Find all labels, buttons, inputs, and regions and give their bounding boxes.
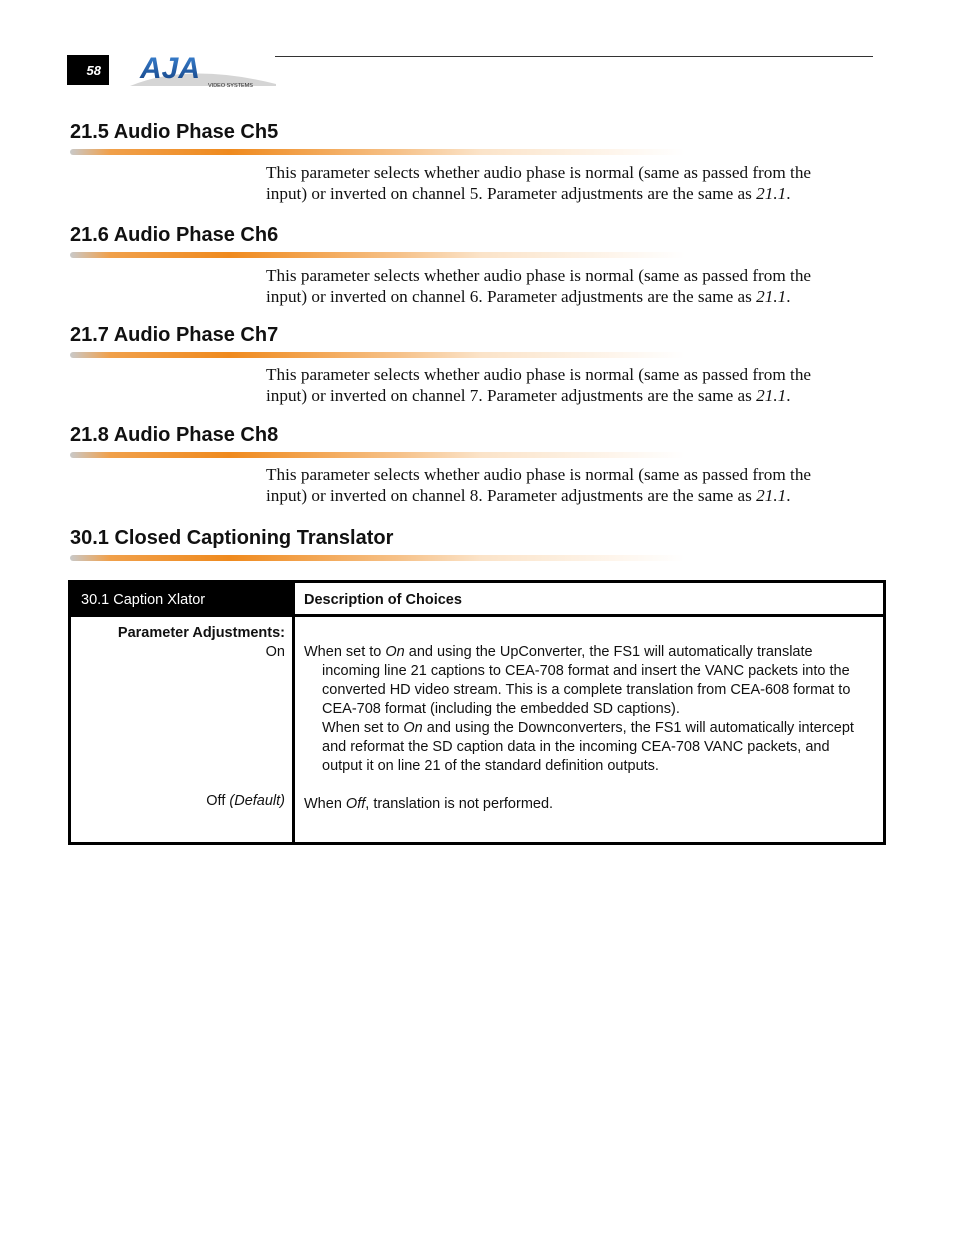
page-number: 58 xyxy=(67,55,109,85)
section-heading-21-5: 21.5 Audio Phase Ch5 xyxy=(70,121,279,143)
heading-bar xyxy=(70,555,685,561)
cross-reference: 21.1 xyxy=(756,183,787,203)
section-heading-21-6: 21.6 Audio Phase Ch6 xyxy=(70,224,279,246)
section-body-21-8: This parameter selects whether audio phase is normal (same as passed from the input) or inverted on channel 8. Parameter adjustments are the same as 21.1. xyxy=(266,465,812,505)
default-marker: (Default) xyxy=(229,793,285,809)
cross-reference: 21.1 xyxy=(756,485,787,505)
table-header-parameter: 30.1 Caption Xlator xyxy=(70,582,294,616)
heading-bar xyxy=(70,352,685,358)
header-rule xyxy=(275,56,873,57)
table-row xyxy=(70,616,885,844)
heading-bar xyxy=(70,252,685,258)
option-on-label: On xyxy=(265,644,285,660)
logo-subtext: VIDEO SYSTEMS xyxy=(208,83,253,89)
section-body-21-6: This parameter selects whether audio phase is normal (same as passed from the input) or inverted on channel 6. Parameter adjustments are the same as 21.1. xyxy=(266,266,812,306)
parameter-adjustments-label: Parameter Adjustments: xyxy=(117,625,285,641)
aja-logo xyxy=(128,52,278,92)
parameter-adjustments-cell xyxy=(70,616,294,844)
table-header-row xyxy=(70,582,885,616)
section-heading-21-7: 21.7 Audio Phase Ch7 xyxy=(70,324,279,346)
heading-bar xyxy=(70,452,685,458)
section-heading-21-8: 21.8 Audio Phase Ch8 xyxy=(70,424,279,446)
table-header-description: Description of Choices xyxy=(294,582,885,616)
cross-reference: 21.1 xyxy=(756,385,787,405)
logo-text: AJA xyxy=(140,52,201,85)
option-off-label: Off (Default) xyxy=(206,793,285,809)
section-body-21-7: This parameter selects whether audio phase is normal (same as passed from the input) or inverted on channel 7. Parameter adjustments are the same as 21.1. xyxy=(266,365,812,405)
section-heading-30-1: 30.1 Closed Captioning Translator xyxy=(70,527,394,549)
description-cell xyxy=(294,616,885,844)
section-body-21-5: This parameter selects whether audio phase is normal (same as passed from the input) or inverted on channel 5. Parameter adjustments are the same as 21.1. xyxy=(266,163,812,203)
parameter-table xyxy=(68,580,886,845)
option-on-description: When set to On and using the UpConverter, the FS1 will automatically translate incoming line 21 captions to CEA-708 format and insert the VANC packets into the converted HD video stream. This is a complete translation from CEA-608 format to CEA-708 format (including the embedded SD captions). When set to On and using the Downconverters, the FS1 will automatically intercept and reformat the SD caption data in the incoming CEA-708 VANC packets, and output it on line 21 of the standard definition outputs. xyxy=(304,644,854,774)
option-off-description: When Off, translation is not performed. xyxy=(304,796,554,812)
heading-bar xyxy=(70,149,685,155)
cross-reference: 21.1 xyxy=(756,286,787,306)
